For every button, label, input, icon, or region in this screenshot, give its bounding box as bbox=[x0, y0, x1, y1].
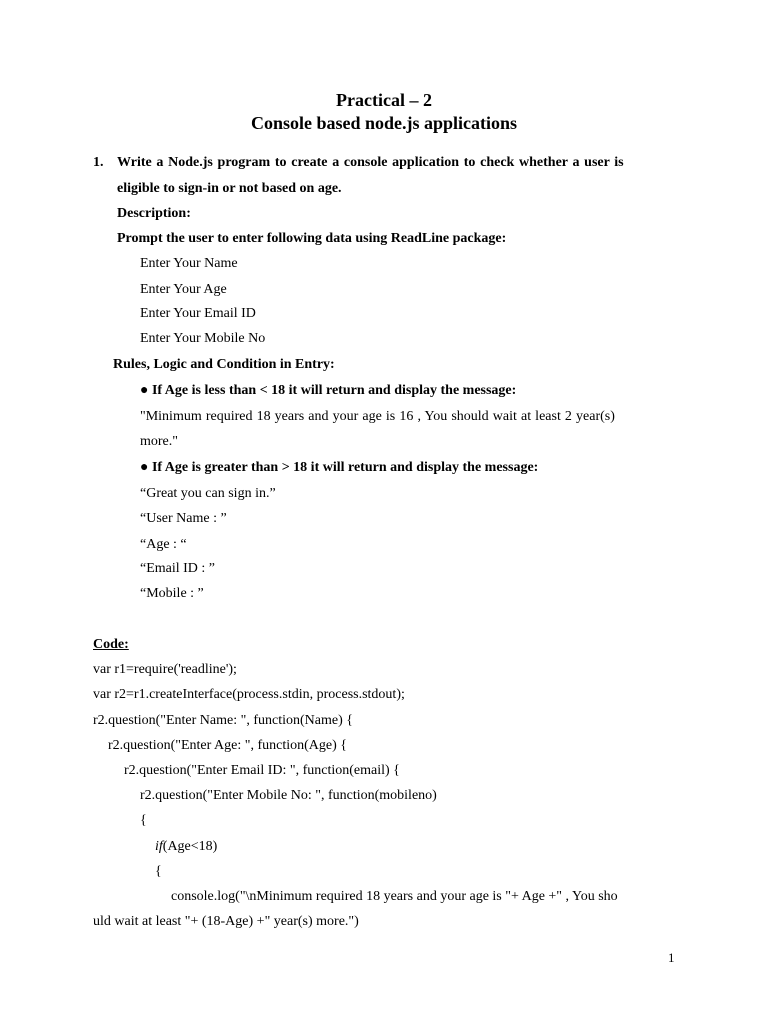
code-line-8 bbox=[155, 838, 217, 856]
rule-over-18-username: “User Name : ” bbox=[140, 511, 227, 526]
question-text-line1: Write a Node.js program to create a console application to check whether a user is bbox=[117, 155, 624, 170]
page-number: 1 bbox=[668, 950, 675, 965]
rules-label: Rules, Logic and Condition in Entry: bbox=[113, 357, 335, 372]
rule-under-18-message-line2: more." bbox=[140, 434, 178, 449]
question-text-line2: eligible to sign-in or not based on age. bbox=[117, 181, 342, 196]
page-title: Practical – 2 bbox=[336, 90, 432, 110]
code-line-2: var r2=r1.createInterface(process.stdin, process.stdout); bbox=[93, 687, 405, 702]
code-line-9: { bbox=[155, 864, 162, 879]
code-line-3: r2.question("Enter Name: ", function(Name) { bbox=[93, 713, 353, 728]
code-line-7: { bbox=[140, 813, 147, 828]
rule-over-18-mobile: “Mobile : ” bbox=[140, 586, 204, 601]
question-number: 1. bbox=[93, 155, 104, 170]
rule-under-18: ● If Age is less than < 18 it will return and display the message: bbox=[140, 383, 517, 398]
code-line-6: r2.question("Enter Mobile No: ", function(mobileno) bbox=[140, 788, 437, 803]
input-item-email: Enter Your Email ID bbox=[140, 306, 256, 321]
input-item-age: Enter Your Age bbox=[140, 282, 227, 297]
rule-under-18-message-line1: "Minimum required 18 years and your age is 16 , You should wait at least 2 year(s) bbox=[140, 409, 615, 424]
if-condition: (Age<18) bbox=[162, 839, 218, 854]
code-line-10: console.log("\nMinimum required 18 years and your age is "+ Age +" , You sho bbox=[171, 889, 618, 904]
prompt-text: Prompt the user to enter following data using ReadLine package: bbox=[117, 231, 507, 246]
rule-over-18-message: “Great you can sign in.” bbox=[140, 486, 276, 501]
rule-over-18-age: “Age : “ bbox=[140, 537, 187, 552]
rule-over-18: ● If Age is greater than > 18 it will return and display the message: bbox=[140, 460, 539, 475]
code-line-5: r2.question("Enter Email ID: ", function(email) { bbox=[124, 763, 400, 778]
code-label: Code: bbox=[93, 637, 129, 652]
code-line-4: r2.question("Enter Age: ", function(Age) { bbox=[108, 738, 347, 753]
page-subtitle: Console based node.js applications bbox=[250, 113, 518, 133]
input-item-name: Enter Your Name bbox=[140, 256, 238, 271]
rule-over-18-email: “Email ID : ” bbox=[140, 561, 216, 576]
description-label: Description: bbox=[117, 206, 191, 221]
input-item-mobile: Enter Your Mobile No bbox=[140, 331, 266, 346]
code-line-11: uld wait at least "+ (18-Age) +" year(s) more.") bbox=[93, 914, 359, 929]
code-line-1: var r1=require('readline'); bbox=[93, 662, 237, 677]
if-keyword: if bbox=[155, 839, 163, 854]
